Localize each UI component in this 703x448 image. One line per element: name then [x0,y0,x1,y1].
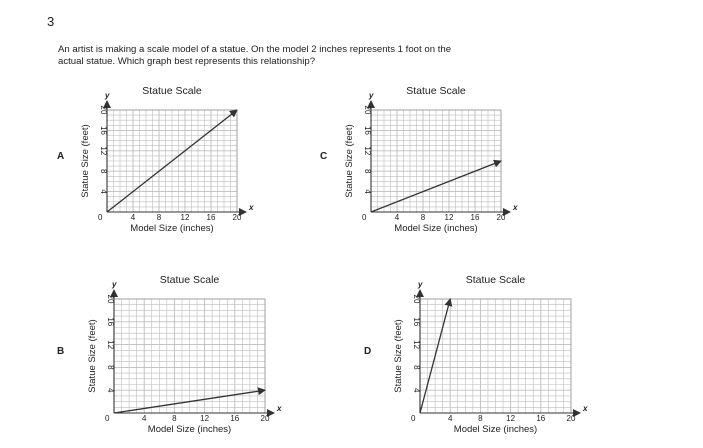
y-tick-label: 16 [412,317,421,327]
x-tick-label: 20 [496,213,506,222]
y-tick-label: 4 [99,189,108,194]
chart-title: Statue Scale [406,85,466,97]
x-axis-variable: x [513,203,518,212]
option-b-label[interactable]: B [57,346,65,357]
y-tick-label: 8 [99,168,108,174]
x-tick-label: 20 [566,414,576,423]
y-axis-variable: y [112,280,117,289]
x-axis-label: Model Size (inches) [453,424,538,435]
origin-label: 0 [98,213,103,222]
option-c-label[interactable]: C [320,151,328,162]
x-tick-label: 16 [470,213,480,222]
y-tick-label: 4 [412,387,421,393]
x-axis-label: Model Size (inches) [130,223,214,234]
y-tick-label: 16 [99,125,108,135]
chart-title: Statue Scale [159,274,220,286]
origin-label: 0 [105,414,110,423]
y-tick-label: 12 [363,146,372,156]
y-tick-label: 20 [363,105,372,115]
chart-title: Statue Scale [465,274,526,286]
x-axis-variable: x [249,203,254,212]
x-tick-label: 20 [260,414,270,423]
chart-title: Statue Scale [142,85,202,97]
y-axis-label: Statue Size (feet) [80,124,91,198]
x-axis-label: Model Size (inches) [394,223,478,234]
y-tick-label: 8 [412,365,421,370]
option-a-label[interactable]: A [57,151,65,162]
y-tick-label: 20 [99,105,108,115]
y-tick-label: 20 [412,294,421,304]
x-tick-label: 12 [506,414,516,423]
x-tick-label: 20 [232,213,242,222]
y-tick-label: 12 [412,340,421,350]
question-line-1: An artist is making a scale model of a statue. On the model 2 inches represents 1 foot on the [58,44,452,55]
x-tick-label: 12 [444,213,454,222]
x-axis-variable: x [583,404,588,413]
x-tick-label: 4 [130,213,136,222]
x-tick-label: 8 [478,414,483,423]
y-tick-label: 8 [363,168,372,174]
x-tick-label: 4 [394,213,400,222]
x-tick-label: 8 [172,414,177,423]
y-tick-label: 20 [106,294,115,304]
y-axis-variable: y [418,280,423,289]
x-tick-label: 4 [447,414,453,423]
origin-label: 0 [362,213,367,222]
question-line-2: actual statue. Which graph best represents this relationship? [58,56,316,67]
x-axis-variable: x [277,404,282,413]
x-tick-label: 16 [230,414,240,423]
x-tick-label: 12 [180,213,190,222]
y-tick-label: 4 [363,189,372,194]
x-tick-label: 16 [536,414,546,423]
y-tick-label: 16 [363,125,372,135]
x-axis-label: Model Size (inches) [147,424,232,435]
y-tick-label: 16 [106,317,115,327]
x-tick-label: 16 [206,213,216,222]
option-d-label[interactable]: D [364,346,372,357]
y-tick-label: 4 [106,387,115,393]
question-number: 3 [47,14,55,29]
y-tick-label: 8 [106,365,115,370]
x-tick-label: 8 [420,213,426,222]
y-axis-variable: y [369,91,374,100]
x-tick-label: 8 [156,213,162,222]
y-axis-label: Statue Size (feet) [393,319,404,393]
y-axis-label: Statue Size (feet) [87,319,98,393]
y-axis-label: Statue Size (feet) [344,124,355,198]
y-axis-variable: y [105,91,110,100]
x-tick-label: 4 [141,414,147,423]
y-tick-label: 12 [99,146,108,156]
y-tick-label: 12 [106,340,115,350]
origin-label: 0 [411,414,416,423]
x-tick-label: 12 [200,414,210,423]
